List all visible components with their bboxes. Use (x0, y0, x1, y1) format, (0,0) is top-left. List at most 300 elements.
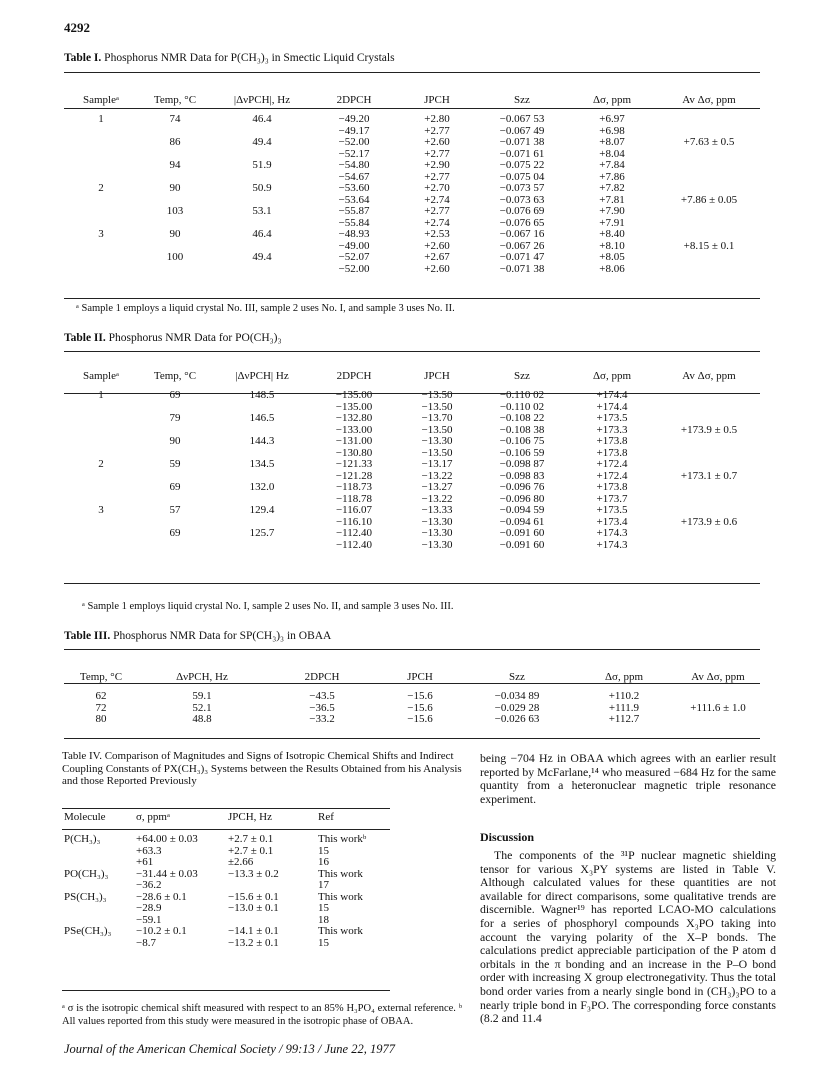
table4-header-row (62, 812, 390, 830)
table1-header-cell: Av Δσ, ppm (682, 94, 736, 106)
table1 (64, 80, 760, 275)
table1-row (64, 206, 760, 218)
table1-cell: +7.91 (599, 216, 625, 229)
table1-header-cell: Sampleᵃ (82, 94, 119, 106)
table1-row (64, 229, 760, 241)
table1-row (64, 108, 760, 126)
table1-header-cell: 2DPCH (336, 94, 372, 106)
table3-cell: 48.8 (192, 713, 212, 725)
table2-cell: −112.40 (335, 538, 373, 551)
table1-cell: +6.97 (599, 113, 625, 125)
table2-cell: −0.096 76 (499, 481, 545, 493)
table1-cell (64, 264, 138, 276)
table1-cell: +7.86 (599, 170, 625, 183)
table2-row (64, 517, 760, 529)
table2-cell: 2 (98, 458, 104, 470)
table1-cell (658, 149, 760, 161)
table1-cell (658, 206, 760, 218)
table2-cell: +173.8 (596, 481, 628, 493)
table4-cell: PSe(CH₃)₃ (64, 925, 112, 937)
table3-cell (676, 714, 760, 726)
table1-cell: +2.60 (424, 136, 450, 148)
table3-cell: 80 (95, 713, 107, 725)
table2-cell: −0.098 83 (499, 469, 545, 482)
table4-cell: PO(CH₃)₃ (64, 867, 109, 880)
table2-header-cell: Sampleᵃ (82, 370, 119, 382)
table4-cell: −31.44 ± 0.03 (136, 867, 198, 880)
table2-cell (64, 471, 138, 483)
table1-cell: 2 (98, 182, 104, 194)
table3-cell: −0.029 28 (494, 701, 540, 714)
table2-cell: 90 (169, 435, 181, 447)
table3-header-cell: Szz (509, 671, 525, 683)
table2-cell (658, 540, 760, 552)
table2-caption-label: Table II. (64, 332, 106, 344)
table2-row (64, 471, 760, 483)
table1-row (64, 172, 760, 184)
table3-cell: −15.6 (407, 701, 433, 714)
table2-row (64, 505, 760, 517)
table2 (64, 356, 760, 551)
table2-cell: −13.22 (421, 469, 453, 482)
table1-cell: 51.9 (252, 159, 272, 171)
table1-cell: −0.067 16 (499, 228, 545, 240)
table1-cell: −0.073 63 (499, 193, 545, 206)
table2-cell: +174.3 (596, 527, 628, 539)
table2-cell (658, 413, 760, 425)
table2-row (64, 425, 760, 437)
table1-cell: −54.67 (338, 170, 370, 183)
table4-cell (62, 857, 134, 869)
table1-caption-text: Phosphorus NMR Data for P(CH₃)₃ in Smectic Liquid Crystals (104, 52, 395, 64)
table2-cell (138, 540, 212, 552)
table3-cell: +112.7 (608, 713, 640, 725)
table3-cell: +111.6 ± 1.0 (690, 701, 746, 714)
table1-cell: +2.77 (424, 124, 450, 137)
table1-top-rule (64, 72, 760, 73)
table2-cell: −0.110 02 (499, 389, 545, 401)
table1-header-row (64, 80, 760, 108)
table2-header-rule (64, 393, 760, 394)
table2-header-cell: Temp, °C (153, 370, 197, 382)
table1-cell: +8.10 (599, 239, 625, 252)
table4-cell: 17 (318, 879, 329, 891)
table1-cell (658, 264, 760, 276)
table2-row (64, 402, 760, 414)
table1-cell (64, 160, 138, 172)
table2-cell: −135.00 (335, 389, 373, 401)
table3-header (64, 657, 760, 685)
table2-cell (64, 436, 138, 448)
table2-row (64, 436, 760, 448)
table2-cell: −112.40 (335, 527, 373, 539)
table2-cell: 69 (169, 389, 181, 401)
table1-cell: +2.77 (424, 147, 450, 160)
table3-header-cell: 2DPCH (304, 671, 340, 683)
table2-cell: 3 (98, 504, 104, 516)
page-number: 4292 (64, 20, 90, 35)
table1-cell: −54.80 (338, 159, 370, 171)
table1-cell (64, 206, 138, 218)
table4-cell: −14.1 ± 0.1 (228, 925, 279, 937)
table1-header-cell: |ΔνPCH|, Hz (233, 94, 291, 106)
table3 (64, 657, 760, 726)
table1-cell: +2.77 (424, 205, 450, 217)
table3-header-cell: JPCH (407, 671, 433, 683)
table4-cell: −8.7 (136, 936, 156, 949)
table2-cell: −130.80 (335, 446, 373, 459)
table3-header-cell: ΔνPCH, Hz (176, 671, 228, 683)
table2-cell: −13.30 (421, 515, 453, 528)
table3-cell: +111.9 (608, 701, 640, 714)
table1-cell: +8.04 (599, 147, 625, 160)
table3-header-cell: Δσ, ppm (604, 671, 644, 683)
table1-cell: −0.076 65 (499, 216, 545, 229)
table1-cell: +2.80 (424, 113, 450, 125)
table4-cell: +61 (136, 856, 154, 868)
table3-bottom-rule (64, 738, 760, 739)
table1-cell: −0.071 61 (499, 147, 545, 160)
table1-cell: −0.073 57 (499, 182, 545, 194)
table2-header-cell: Av Δσ, ppm (682, 370, 736, 382)
table2-header (64, 356, 760, 384)
table4-cell: −13.0 ± 0.1 (228, 902, 279, 914)
table3-cell: 72 (95, 701, 107, 714)
table2-cell: 146.5 (249, 412, 275, 424)
table2-cell: −0.091 60 (499, 527, 545, 539)
table1-cell: +7.84 (599, 159, 625, 171)
table2-cell: +173.4 (596, 515, 628, 528)
table1-cell: −0.075 04 (499, 170, 545, 183)
table4-row (62, 926, 390, 938)
table1-row (64, 218, 760, 230)
table4-header-cell: σ, ppmᵃ (136, 811, 170, 823)
table1-cell: +7.90 (599, 205, 625, 217)
table3-cell: −0.026 63 (494, 713, 540, 725)
table2-row (64, 448, 760, 460)
table2-cell: +173.7 (596, 492, 628, 505)
body-paragraph-2: The components of the ³¹P nuclear magnetic shielding tensor for various X₃PY systems are listed in Table V. Although calculated values for these quantities are not available for direct comparisons, some qualitative trends are discernible. Wagner¹⁹ has reported LCAO-MO calculations for a series of phosphoryl compounds X₃PO taking into account the varying polarity of the X–P bonds. The calculations predict appreciable participation of the P atom d orbitals in the π bonding and an increase in the P–O bond order with increasing X group electronegativity. Thus the total bond order varies from a nearly single bond in (CH₃)₃PO to a nearly triple bond in F₃PO. The corresponding force constants (8.2 and 11.4 (480, 848, 776, 1026)
table2-cell: −116.07 (335, 504, 373, 516)
table1-cell: −53.64 (338, 193, 370, 206)
table2-cell (64, 540, 138, 552)
table2-cell: 1 (98, 389, 104, 401)
journal-footer: Journal of the American Chemical Society / 99:13 / June 22, 1977 (64, 1042, 395, 1056)
table2-header-cell: Δσ, ppm (592, 370, 632, 382)
table2-cell: −13.50 (421, 423, 453, 436)
table2-cell: −13.50 (421, 400, 453, 413)
table2-cell: −0.110 02 (499, 400, 545, 413)
table1-row (64, 264, 760, 276)
body-paragraph-1: being −704 Hz in OBAA which agrees with an earlier result reported by McFarlane,¹⁴ who measured −684 Hz for the same quantity from a heteronuclear magnetic triple resonance experiment. (480, 751, 776, 806)
table1-cell: −49.00 (338, 239, 370, 252)
table2-cell: 148.5 (249, 389, 275, 401)
table1-caption (64, 52, 395, 64)
table3-header-cell: Av Δσ, ppm (691, 671, 745, 683)
table4-row (62, 880, 390, 892)
table2-row (64, 459, 760, 471)
table2-cell: −13.17 (421, 458, 453, 470)
table2-cell (64, 425, 138, 437)
table2-row (64, 528, 760, 540)
table1-cell: −0.076 69 (499, 205, 545, 217)
table4-cell: This work (318, 890, 363, 903)
table2-cell: −131.00 (335, 435, 373, 447)
table4-header-cell: Ref (318, 811, 334, 823)
table1-cell: −53.60 (338, 182, 370, 194)
table1-cell (64, 126, 138, 138)
table2-cell: +174.4 (596, 400, 628, 413)
table2-cell: −135.00 (335, 400, 373, 413)
table2-header-cell: 2DPCH (336, 370, 372, 382)
table2-cell (658, 436, 760, 448)
table1-cell: 50.9 (252, 182, 272, 194)
table1-cell: +8.15 ± 0.1 (683, 239, 735, 252)
table2-cell (658, 459, 760, 471)
table4-bottom-rule (62, 990, 390, 991)
table3-body (64, 685, 760, 726)
table1-cell: +7.82 (599, 182, 625, 194)
table2-cell (64, 482, 138, 494)
discussion-heading: Discussion (480, 830, 535, 844)
table1-cell (658, 172, 760, 184)
table1-cell (64, 149, 138, 161)
table1-cell: +8.40 (599, 228, 625, 240)
table4-header (62, 812, 390, 830)
table1-cell: −52.17 (338, 147, 370, 160)
table2-cell: 144.3 (249, 435, 275, 447)
table2-cell: +173.9 ± 0.6 (680, 515, 738, 528)
table2-header-row (64, 356, 760, 384)
table1-cell: −49.17 (338, 124, 370, 137)
table3-header-rule (64, 683, 760, 684)
table2-row (64, 413, 760, 425)
table4-cell: +63.3 (136, 844, 162, 857)
table1-cell: 1 (98, 113, 104, 125)
table1-cell: 53.1 (252, 205, 272, 217)
table2-cell: −13.30 (421, 435, 453, 447)
table3-cell: 62 (95, 690, 107, 702)
table4-cell: This work (318, 925, 363, 937)
table2-body (64, 384, 760, 551)
table1-row (64, 160, 760, 172)
table4-cell: −36.2 (136, 879, 162, 891)
table1-cell (64, 195, 138, 207)
table2-cell: 132.0 (249, 481, 275, 493)
table4-cell: 15 (318, 936, 329, 949)
table1-cell: +2.70 (424, 182, 450, 194)
table1-cell: +8.07 (599, 136, 625, 148)
table2-cell (658, 528, 760, 540)
table1-cell (138, 264, 212, 276)
table2-cell: +174.4 (596, 389, 628, 401)
table2-cell: 69 (169, 481, 181, 493)
table2-cell: 134.5 (249, 458, 275, 470)
table1-header-cell: Szz (514, 94, 530, 106)
table1-cell: +8.06 (599, 262, 625, 275)
table3-top-rule (64, 649, 760, 650)
table4-row (62, 938, 390, 950)
table2-cell: −0.106 59 (499, 446, 545, 459)
table1-cell: −0.071 38 (499, 262, 545, 275)
table2-cell (64, 402, 138, 414)
table2-cell (658, 402, 760, 414)
table1-cell: +8.05 (599, 251, 625, 263)
table1-cell (658, 218, 760, 230)
table2-cell: −13.27 (421, 481, 453, 493)
table1-cell: 46.4 (252, 228, 272, 240)
table1-cell (658, 252, 760, 264)
table2-cell: −0.098 87 (499, 458, 545, 470)
table2-cell: 129.4 (249, 504, 275, 516)
table3-cell: 52.1 (192, 701, 212, 714)
table1-cell (64, 241, 138, 253)
table1-cell: 103 (166, 205, 184, 217)
table1-cell: −0.067 53 (499, 113, 545, 125)
table2-footnote: ᵃ Sample 1 employs liquid crystal No. I, sample 2 uses No. II, and sample 3 uses No. III. (82, 601, 454, 612)
table4 (62, 812, 390, 949)
table2-cell: +173.9 ± 0.5 (680, 423, 738, 436)
table4-row (62, 903, 390, 915)
table4-cell: This workᵇ (318, 833, 367, 845)
table2-cell: −13.30 (421, 527, 453, 539)
table1-row (64, 126, 760, 138)
table1-cell: −48.93 (338, 228, 370, 240)
table1-cell: −0.067 26 (499, 239, 545, 252)
table2-cell: −121.33 (335, 458, 373, 470)
table4-cell: +2.7 ± 0.1 (228, 833, 274, 845)
table2-cell (658, 448, 760, 460)
table1-header (64, 80, 760, 108)
table1-cell: +2.53 (424, 228, 450, 240)
table1-bottom-rule (64, 298, 760, 299)
table2-cell: −13.22 (421, 492, 453, 505)
table1-body (64, 108, 760, 275)
table3-header-row (64, 657, 760, 685)
table2-cell: +173.1 ± 0.7 (680, 469, 738, 482)
table2-cell: −13.50 (421, 389, 453, 401)
table2-cell: +174.3 (596, 538, 628, 551)
table4-cell (226, 880, 316, 892)
table2-header-cell: |ΔνPCH| Hz (235, 370, 289, 382)
table3-cell: −15.6 (407, 690, 433, 702)
table4-top-rule (62, 808, 390, 809)
table4-cell: −13.2 ± 0.1 (228, 936, 279, 949)
table2-cell: −132.80 (335, 412, 373, 424)
table2-cell: −0.091 60 (499, 538, 545, 551)
table2-cell (64, 413, 138, 425)
table2-cell: −118.73 (335, 481, 373, 493)
table4-footnote: ᵃ σ is the isotropic chemical shift measured with respect to an 85% H₃PO₄ external reference. ᵇ All values reported from this study were measured in the isotropic phase of OBAA. (62, 1003, 462, 1027)
table1-header-cell: Temp, °C (153, 94, 197, 106)
table1-caption-label: Table I. (64, 52, 102, 64)
table4-cell: −10.2 ± 0.1 (136, 925, 187, 937)
table4-cell: ±2.66 (228, 856, 254, 868)
table2-cell (658, 494, 760, 506)
table4-cell: This work (318, 867, 363, 880)
table3-cell: −15.6 (407, 713, 433, 725)
table1-cell (658, 183, 760, 195)
table1-cell: +2.67 (424, 251, 450, 263)
table1-cell: −52.00 (338, 262, 370, 275)
table2-cell: −118.78 (335, 492, 373, 505)
table1-cell: 90 (169, 182, 181, 194)
table1-cell: 49.4 (252, 251, 272, 263)
table1-cell: 90 (169, 228, 181, 240)
table4-cell: PS(CH₃)₃ (64, 890, 107, 903)
table4-row (62, 892, 390, 904)
table4-cell: 15 (318, 844, 329, 857)
table3-row (64, 685, 760, 703)
table2-caption (64, 332, 282, 344)
table1-row (64, 137, 760, 149)
table1-header-cell: JPCH (424, 94, 450, 106)
table3-cell: −33.2 (309, 713, 335, 725)
table3-header-cell: Temp, °C (79, 671, 123, 683)
table1-cell: +2.74 (424, 193, 450, 206)
table2-row (64, 540, 760, 552)
table4-header-cell: Molecule (64, 811, 106, 823)
table1-cell: +7.63 ± 0.5 (683, 136, 735, 148)
table1-row (64, 149, 760, 161)
table2-cell: −133.00 (335, 423, 373, 436)
table1-cell: 49.4 (252, 136, 272, 148)
table1-cell: −55.87 (338, 205, 370, 217)
table1-cell: +2.90 (424, 159, 450, 171)
table4-cell: +64.00 ± 0.03 (136, 833, 198, 845)
table3-cell (676, 685, 760, 703)
table2-cell: −0.096 80 (499, 492, 545, 505)
table2-cell: +172.4 (596, 458, 628, 470)
table1-cell: −0.075 22 (499, 159, 545, 171)
table2-cell: −0.108 38 (499, 423, 545, 436)
table1-cell (658, 229, 760, 241)
table4-cell (62, 903, 134, 915)
table2-cell: 79 (169, 412, 181, 424)
table2-cell: 59 (169, 458, 181, 470)
table1-cell: −0.067 49 (499, 124, 545, 137)
table1-cell (658, 160, 760, 172)
table4-cell: −28.9 (136, 902, 162, 914)
table4-cell: −59.1 (136, 913, 162, 926)
table2-cell: +172.4 (596, 469, 628, 482)
table3-cell: 59.1 (192, 690, 212, 702)
table4-cell: 18 (318, 913, 329, 926)
table1-cell: −52.07 (338, 251, 370, 263)
table4-cell (62, 846, 134, 858)
table2-cell: +173.8 (596, 435, 628, 447)
table4-cell: P(CH₃)₃ (64, 833, 101, 845)
table1-cell: 3 (98, 228, 104, 240)
table2-cell: −0.094 59 (499, 504, 545, 516)
table1-cell: 100 (166, 251, 184, 263)
table3-cell: +110.2 (608, 690, 640, 702)
table3-cell: −36.5 (309, 701, 335, 714)
table1-cell: +6.98 (599, 124, 625, 137)
table1-cell: −49.20 (338, 113, 370, 125)
table1-header-rule (64, 108, 760, 109)
table1-footnote: ᵃ Sample 1 employs a liquid crystal No. III, sample 2 uses No. I, and sample 3 uses No. II. (76, 303, 455, 314)
table1-cell: 94 (169, 159, 181, 171)
table1-cell: −55.84 (338, 216, 370, 229)
table2-cell (64, 528, 138, 540)
table1-cell: +2.60 (424, 239, 450, 252)
table4-cell (62, 938, 134, 950)
table4-cell: −28.6 ± 0.1 (136, 890, 187, 903)
table1-row (64, 252, 760, 264)
table2-row (64, 494, 760, 506)
table3-cell: −43.5 (309, 690, 335, 702)
